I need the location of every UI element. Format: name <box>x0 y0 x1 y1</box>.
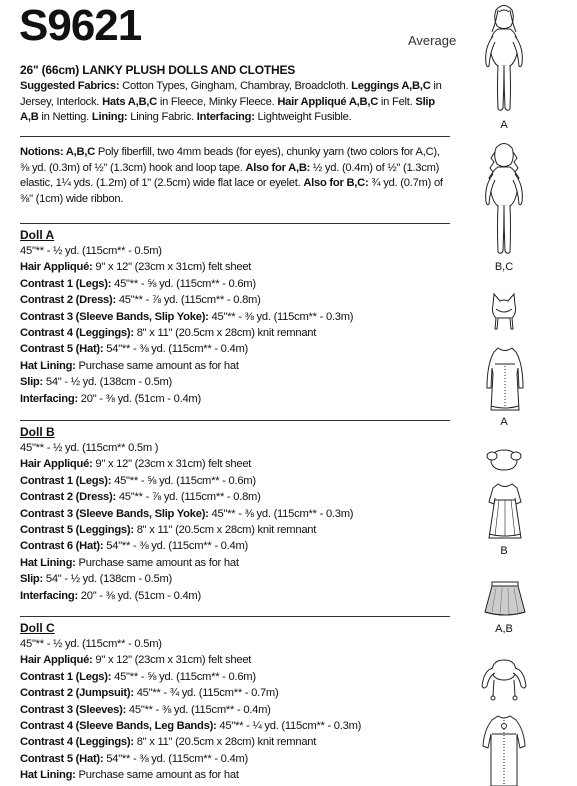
list-item: 45"** - ½ yd. (115cm** 0.5m ) <box>20 442 159 454</box>
doll-bc-figure-label: B,C <box>494 261 514 273</box>
difficulty-label: Average <box>408 33 457 48</box>
divider <box>20 136 450 137</box>
suggested-fabrics <box>20 79 450 126</box>
dress-a-figure-label: A <box>500 416 508 428</box>
list-item: Slip: 54" - ½ yd. (138cm - 0.5m) <box>20 376 173 389</box>
list-item: Hair Appliqué: 9" x 12" (23cm x 31cm) felt sheet <box>20 654 252 667</box>
leggings-label: Leggings A,B,C <box>351 80 431 92</box>
also-ab-label: Also for A,B: <box>245 161 311 174</box>
list-item: Contrast 6 (Hat): 54"** - ⅜ yd. (115cm** - 0.4m) <box>20 540 249 553</box>
hats-label: Hats A,B,C <box>102 95 157 108</box>
doll-b-title: Doll B <box>20 425 55 439</box>
interfacing-text: Lightweight Fusible. <box>254 111 352 123</box>
slip-figure-label: A,B <box>495 623 513 635</box>
doll-a-illustration <box>478 2 530 114</box>
doll-c-title: Doll C <box>20 621 55 635</box>
list-item: Hair Appliqué: 9" x 12" (23cm x 31cm) felt sheet <box>20 458 252 471</box>
list-item: Contrast 4 (Leggings): 8" x 11" (20.5cm x 28cm) knit remnant <box>20 736 317 749</box>
slip-skirt-illustration <box>482 578 528 620</box>
bear-ear-hat-illustration <box>485 446 523 476</box>
also-bc-text: ¾ yd. (0.7m) of ⅜" (1cm) wide ribbon. <box>20 177 443 205</box>
jumpsuit-c-illustration <box>480 712 528 786</box>
doll-c-yardage-list <box>20 636 450 784</box>
also-bc-label: Also for B,C: <box>303 177 369 189</box>
list-item: 45"** - ½ yd. (115cm** - 0.5m) <box>20 638 162 650</box>
divider <box>20 223 450 224</box>
hats-text: in Fleece, Minky Fleece. <box>157 95 278 108</box>
list-item: Contrast 2 (Dress): 45"** - ⅞ yd. (115cm** - 0.8m) <box>20 294 261 307</box>
doll-a-yardage-list <box>20 243 450 407</box>
hair-applique-text: in Felt. <box>378 95 416 108</box>
list-item: 45"** - ½ yd. (115cm** - 0.5m) <box>20 245 162 257</box>
lining-label: Lining: <box>91 111 128 123</box>
notions <box>20 145 450 207</box>
list-item: Contrast 5 (Hat): 54"** - ⅜ yd. (115cm** - 0.4m) <box>20 343 249 356</box>
interfacing-label: Interfacing: <box>196 111 255 123</box>
dress-a-illustration <box>483 344 527 416</box>
list-item: Interfacing: 20" - ⅜ yd. (51cm - 0.4m) <box>20 589 201 602</box>
notions-label: Notions: A,B,C <box>20 146 96 158</box>
list-item: Hair Appliqué: 9" x 12" (23cm x 31cm) felt sheet <box>20 261 252 274</box>
list-item: Contrast 3 (Sleeve Bands, Slip Yoke): 45"** - ⅜ yd. (115cm** - 0.3m) <box>20 507 354 520</box>
list-item: Contrast 5 (Hat): 54"** - ⅜ yd. (115cm** - 0.4m) <box>20 752 249 765</box>
doll-a-figure-label: A <box>500 119 508 131</box>
list-item: Contrast 2 (Jumpsuit): 45"** - ¾ yd. (115cm** - 0.7m) <box>20 687 279 700</box>
list-item: Contrast 2 (Dress): 45"** - ⅞ yd. (115cm** - 0.8m) <box>20 491 261 504</box>
leggings-text: in Jersey, Interlock. <box>20 80 442 108</box>
doll-a-title: Doll A <box>20 228 55 242</box>
list-item: Contrast 1 (Legs): 45"** - ⅝ yd. (115cm** - 0.6m) <box>20 670 256 683</box>
doll-b-yardage-list <box>20 440 450 604</box>
slip-label: Slip A,B <box>20 95 435 123</box>
cat-ear-hat-illustration <box>486 291 522 335</box>
bunny-ear-hat-illustration <box>480 656 528 708</box>
divider <box>20 616 450 617</box>
list-item: Interfacing: 20" - ⅜ yd. (51cm - 0.4m) <box>20 392 201 405</box>
fabrics-label: Suggested Fabrics: <box>20 80 120 92</box>
list-item: Slip: 54" - ½ yd. (138cm - 0.5m) <box>20 573 173 586</box>
lining-text: Lining Fabric. <box>127 111 197 123</box>
list-item: Contrast 3 (Sleeve Bands, Slip Yoke): 45"** - ⅜ yd. (115cm** - 0.3m) <box>20 310 354 323</box>
list-item: Contrast 4 (Leggings): 8" x 11" (20.5cm x 28cm) knit remnant <box>20 327 317 340</box>
also-ab-text: ½ yd. (0.4m) of ½" (1.3cm) elastic, 1¼ yds. (1.2m) of 1" (2.5cm) wide flat lace or eyelet. <box>20 161 440 189</box>
list-item: Hat Lining: Purchase same amount as for hat <box>20 769 239 782</box>
pattern-title: 26" (66cm) LANKY PLUSH DOLLS AND CLOTHES <box>20 63 296 77</box>
list-item: Contrast 4 (Sleeve Bands, Leg Bands): 45"** - ¼ yd. (115cm** - 0.3m) <box>20 720 362 733</box>
dress-b-figure-label: B <box>500 545 508 557</box>
list-item: Hat Lining: Purchase same amount as for hat <box>20 556 239 569</box>
list-item: Contrast 3 (Sleeves): 45"** - ⅜ yd. (115cm** - 0.4m) <box>20 703 271 716</box>
dress-b-illustration <box>483 480 527 544</box>
list-item: Contrast 1 (Legs): 45"** - ⅝ yd. (115cm** - 0.6m) <box>20 277 256 290</box>
pattern-number: S9621 <box>19 1 142 50</box>
notions-text: Poly fiberfill, two 4mm beads (for eyes), chunky yarn (two colors for A,C), ⅜ yd. (0.3m) of ½" (1.3cm) hook and loop tape. <box>20 146 440 174</box>
doll-bc-illustration <box>478 140 530 258</box>
list-item: Contrast 5 (Leggings): 8" x 11" (20.5cm x 28cm) knit remnant <box>20 524 317 537</box>
divider <box>20 420 450 421</box>
list-item: Hat Lining: Purchase same amount as for hat <box>20 359 239 372</box>
slip-text: in Netting. <box>38 111 92 123</box>
hair-applique-label: Hair Appliqué A,B,C <box>277 95 379 108</box>
fabrics-text: Cotton Types, Gingham, Chambray, Broadcloth. <box>119 80 352 92</box>
list-item: Contrast 1 (Legs): 45"** - ⅝ yd. (115cm** - 0.6m) <box>20 474 256 487</box>
